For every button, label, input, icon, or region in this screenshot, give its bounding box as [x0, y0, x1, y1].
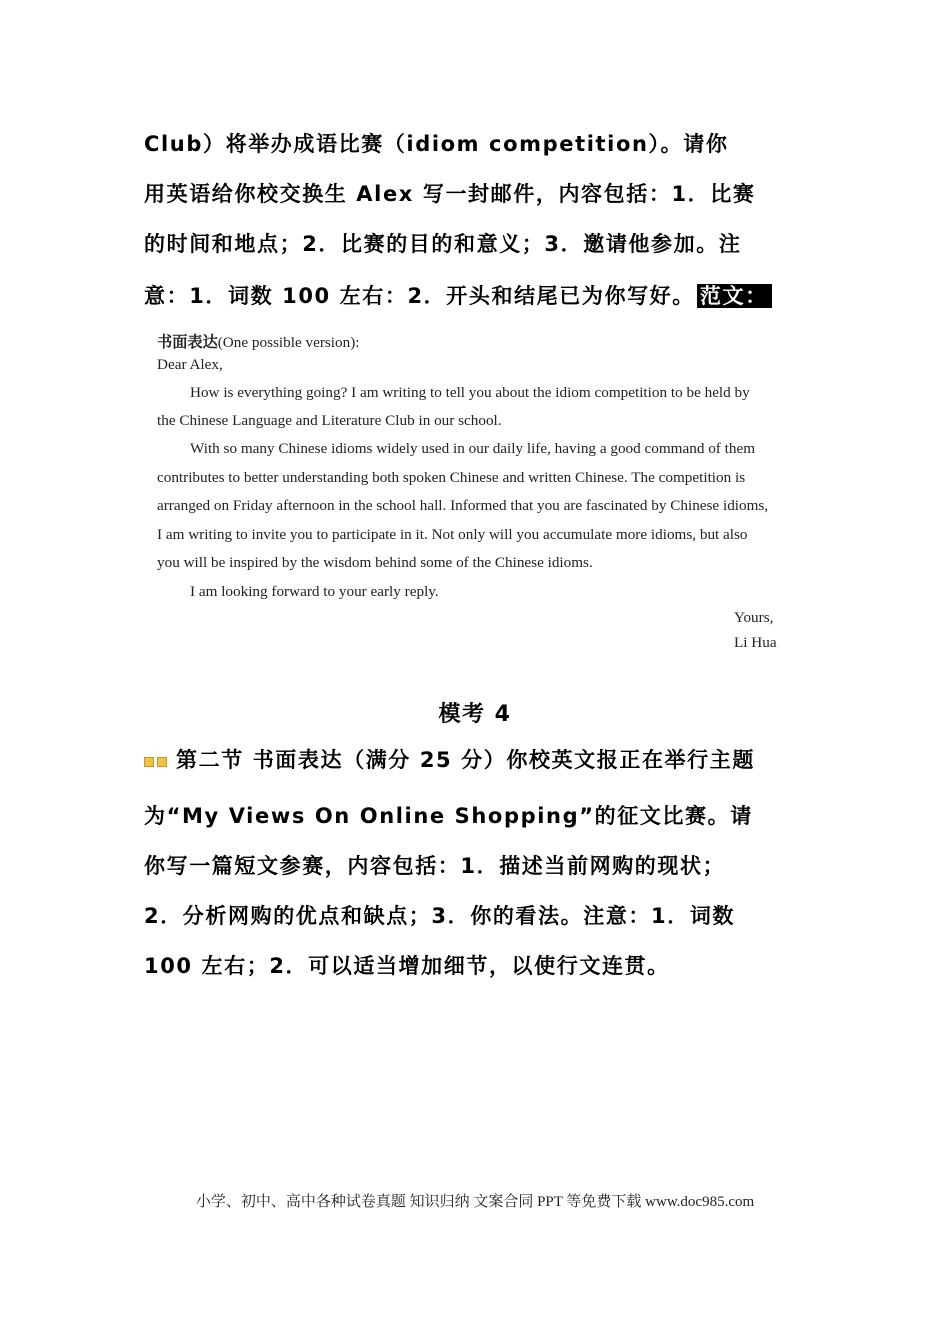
prompt-line: 你写一篇短文参赛，内容包括：1．描述当前网购的现状； [144, 854, 726, 878]
prompt-line: 的时间和地点；2．比赛的目的和意义；3．邀请他参加。注 [144, 232, 742, 256]
prompt-line: 2．分析网购的优点和缺点；3．你的看法。注意：1．词数 [144, 904, 736, 928]
essay-line: With so many Chinese idioms widely used in our daily life, having a good command of them [190, 440, 756, 457]
essay-line: I am writing to invite you to participate in it. Not only will you accumulate more idioms, but also [157, 526, 748, 543]
bullet-icon [144, 749, 170, 773]
essay-header-label: 书面表达 [157, 334, 218, 351]
prompt-line [144, 744, 755, 774]
essay-closing: Yours, [734, 609, 774, 626]
essay-line: the Chinese Language and Literature Club in our school. [157, 412, 502, 429]
essay-header-version: (One possible version): [217, 334, 360, 351]
essay-signature: Li Hua [734, 634, 777, 651]
essay-greeting: Dear Alex, [157, 356, 223, 373]
prompt-line: 为“My Views On Online Shopping”的征文比赛。请 [144, 804, 753, 828]
section-title: 模考 4 [438, 702, 512, 727]
essay-line: I am looking forward to your early reply. [190, 583, 439, 600]
essay-line: contributes to better understanding both spoken Chinese and written Chinese. The competition is [157, 469, 746, 486]
sample-essay-label: 范文： [697, 284, 772, 308]
essay-line: How is everything going? I am writing to tell you about the idiom competition to be held by [190, 384, 750, 401]
prompt-line-text: 意：1．词数 100 左右：2．开头和结尾已为你写好。 [144, 284, 695, 308]
prompt-line: 用英语给你校交换生 Alex 写一封邮件，内容包括：1．比赛 [144, 182, 756, 206]
essay-line: you will be inspired by the wisdom behind some of the Chinese idioms. [157, 554, 593, 571]
prompt-line [144, 280, 772, 310]
essay-line: arranged on Friday afternoon in the school hall. Informed that you are fascinated by Chinese idioms, [157, 497, 769, 514]
prompt-line: 100 左右；2．可以适当增加细节，以使行文连贯。 [144, 954, 670, 978]
prompt-line-text: 第二节 书面表达（满分 25 分）你校英文报正在举行主题 [176, 748, 755, 772]
page-footer: 小学、初中、高中各种试卷真题 知识归纳 文案合同 PPT 等免费下载 www.doc985.com [195, 1194, 755, 1210]
essay-header [157, 331, 359, 352]
prompt-line: Club）将举办成语比赛（idiom competition）。请你 [144, 132, 729, 156]
